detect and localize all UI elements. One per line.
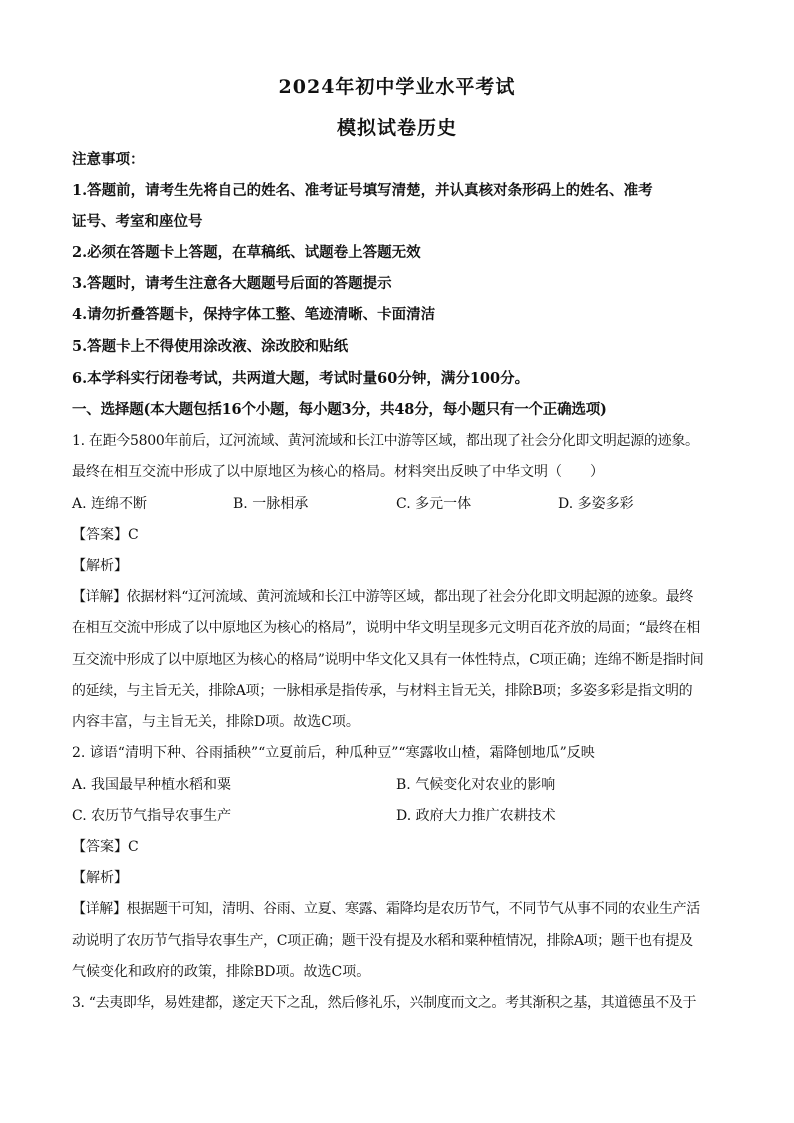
detail-tag: 【详解】 xyxy=(72,589,127,605)
question-2-detail: 气候变化和政府的政策，排除BD项。故选C项。 xyxy=(72,964,371,980)
notice-item: 2.必须在答题卡上答题，在草稿纸、试题卷上答题无效 xyxy=(72,244,421,261)
notice-item: 5.答题卡上不得使用涂改液、涂改胶和贴纸 xyxy=(72,338,349,355)
question-1-detail: 在相互交流中形成了以中原地区为核心的格局”，说明中华文明呈现多元文明百花齐放的局面；“最终在相 xyxy=(72,620,700,636)
answer-value: C xyxy=(128,839,139,855)
notice-item: 证号、考室和座位号 xyxy=(72,213,203,230)
question-1-analysis-tag: 【解析】 xyxy=(72,558,128,574)
answer-value: C xyxy=(128,527,139,543)
question-1-detail: 互交流中形成了以中原地区为核心的格局”说明中华文化又具有一体性特点，C项正确；连绵不断是指时间 xyxy=(72,652,704,668)
question-2-detail xyxy=(72,899,732,919)
notice-item: 4.请勿折叠答题卡，保持字体工整、笔迹清晰、卡面清洁 xyxy=(72,306,436,323)
question-2-option-b: B. 气候变化对农业的影响 xyxy=(396,777,556,793)
question-1-detail: 的延续，与主旨无关，排除A项；一脉相承是指传承，与材料主旨无关，排除B项；多姿多彩是指文明的 xyxy=(72,683,693,699)
question-1-answer xyxy=(72,525,732,545)
question-1-stem: 1. 在距今5800年前后，辽河流域、黄河流域和长江中游等区域，都出现了社会分化即文明起源的迹象。 xyxy=(72,433,699,449)
notice-heading: 注意事项： xyxy=(72,151,145,168)
question-2-option-a: A. 我国最早种植水稻和粟 xyxy=(72,777,232,793)
question-2-option-c: C. 农历节气指导农事生产 xyxy=(72,808,232,824)
question-1-stem: 最终在相互交流中形成了以中原地区为核心的格局。材料突出反映了中华文明（ ） xyxy=(72,464,604,480)
question-2-analysis-tag: 【解析】 xyxy=(72,870,128,886)
answer-tag: 【答案】 xyxy=(72,527,128,543)
notice-item: 1.答题前，请考生先将自己的姓名、准考证号填写清楚，并认真核对条形码上的姓名、准考 xyxy=(72,182,653,199)
exam-subtitle: 模拟试卷历史 xyxy=(336,117,457,139)
detail-text: 依据材料“辽河流域、黄河流域和长江中游等区域，都出现了社会分化即文明起源的迹象。最终 xyxy=(126,589,694,605)
question-2-detail: 动说明了农历节气指导农事生产，C项正确；题干没有提及水稻和粟种植情况，排除A项；题干也有提及 xyxy=(72,933,693,949)
question-1-option-b: B. 一脉相承 xyxy=(233,496,309,512)
answer-tag: 【答案】 xyxy=(72,839,128,855)
detail-text: 根据题干可知，清明、谷雨、立夏、寒露、霜降均是农历节气，不同节气从事不同的农业生产活 xyxy=(126,901,700,917)
question-2-answer xyxy=(72,837,732,857)
question-2-option-d: D. 政府大力推广农耕技术 xyxy=(396,808,556,824)
notice-item: 6.本学科实行闭卷考试，共两道大题，考试时量60分钟，满分100分。 xyxy=(72,370,530,387)
question-1-detail: 内容丰富，与主旨无关，排除D项。故选C项。 xyxy=(72,714,360,730)
exam-title: 2024年初中学业水平考试 xyxy=(278,76,516,98)
section-heading: 一、选择题(本大题包括16个小题，每小题3分，共48分，每小题只有一个正确选项) xyxy=(72,401,607,418)
detail-tag: 【详解】 xyxy=(72,901,127,917)
question-1-option-d: D. 多姿多彩 xyxy=(558,496,634,512)
question-2-stem: 2. 谚语“清明下种、谷雨插秧”“立夏前后，种瓜种豆”“寒露收山楂，霜降刨地瓜”反映 xyxy=(72,745,595,761)
notice-item: 3.答题时，请考生注意各大题题号后面的答题提示 xyxy=(72,275,392,292)
question-1-detail xyxy=(72,587,732,607)
question-1-option-c: C. 多元一体 xyxy=(396,496,472,512)
question-3-stem: 3. “去夷即华，易姓建都，遂定天下之乱，然后修礼乐，兴制度而文之。考其渐积之基，其道德虽不及于 xyxy=(72,995,697,1011)
question-1-option-a: A. 连绵不断 xyxy=(72,496,148,512)
